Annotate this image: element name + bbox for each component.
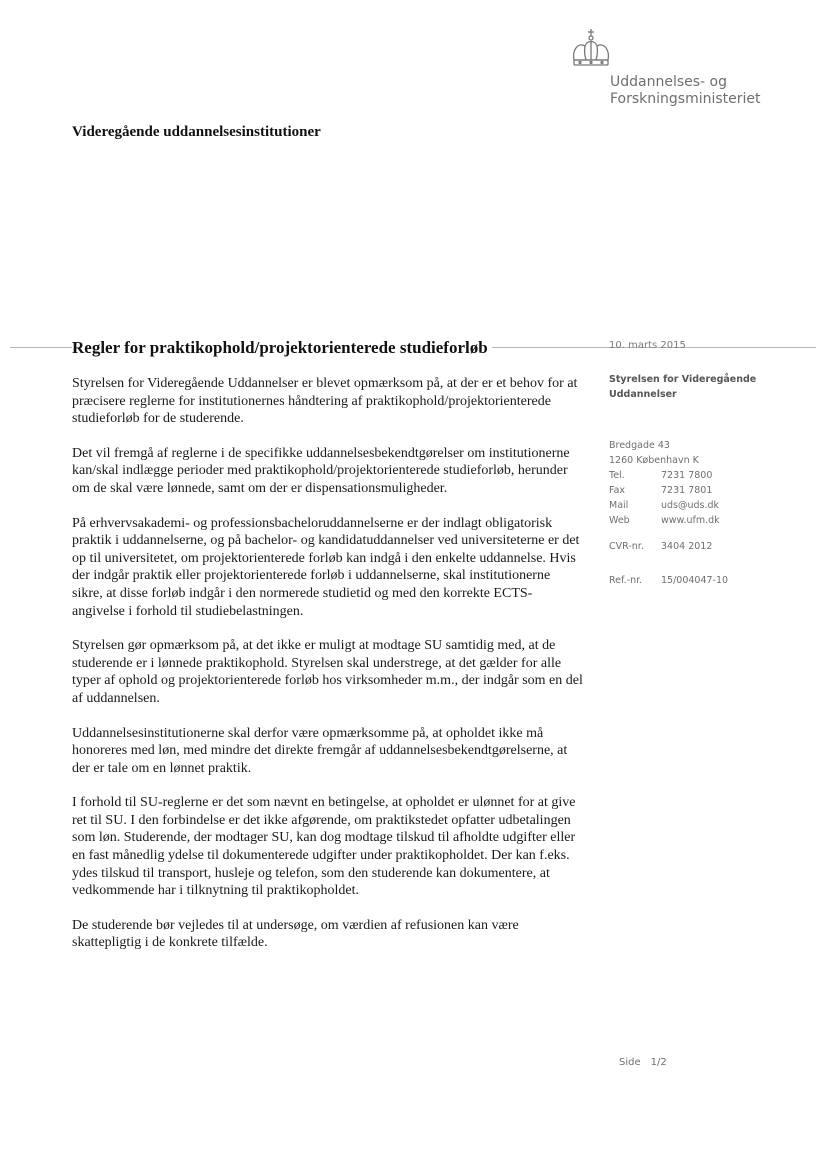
body-paragraph: På erhvervsakademi- og professionsbacheloruddannelserne er der indlagt obligatorisk praktik i uddannelserne, og på bachelor- og kandidatuddannelser ved universiteterne er det op til universitetet, om projektorienterede forløb kan indgå i den enkelte uddannelse. Hvis der indgår praktik eller projektorienterede forløb i uddannelserne, skal institutionerne sikre, at disse forløb indgår i den normerede studietid og med den korrekte ECTS-angivelse i forhold til studiebelastningen. xyxy=(72,515,580,619)
cvr-label: CVR-nr. xyxy=(609,541,644,552)
body-paragraph: Styrelsen gør opmærksom på, at det ikke er muligt at modtage SU samtidig med, at de studerende er i lønnede praktikophold. Styrelsen skal understrege, at det gælder for alle typer af ophold og projektorienterede forløb hos virksomheder m.m., der indgår som en del af uddannelsen. xyxy=(72,638,583,706)
contact-label: Fax xyxy=(609,485,626,496)
contact-value: www.ufm.dk xyxy=(661,515,720,526)
ministry-name-line2: Forskningsministeriet xyxy=(610,91,761,107)
sender-info xyxy=(609,372,809,588)
letter-title: Regler for praktikophold/projektorienterede studieforløb xyxy=(72,338,492,358)
contact-row xyxy=(609,468,809,483)
contact-label: Mail xyxy=(609,500,629,511)
contact-row xyxy=(609,483,809,498)
page-value: 1/2 xyxy=(650,1057,667,1068)
agency-name: Styrelsen for Videregående Uddannelser xyxy=(609,374,757,400)
crown-icon xyxy=(568,28,614,70)
body-paragraph: De studerende bør vejledes til at undersøge, om værdien af refusionen kan være skattepligtig i de konkrete tilfælde. xyxy=(72,917,519,951)
contact-label: Web xyxy=(609,515,630,526)
contact-row xyxy=(609,498,809,513)
cvr-value: 3404 2012 xyxy=(661,541,713,552)
ref-label: Ref.-nr. xyxy=(609,575,643,586)
page-label: Side xyxy=(619,1057,641,1068)
ref-row xyxy=(609,573,809,588)
letter-body xyxy=(72,375,584,969)
page-number xyxy=(619,1057,667,1068)
body-paragraph: Styrelsen for Videregående Uddannelser er blevet opmærksom på, at der er et behov for at præcisere reglerne for institutionernes håndtering af praktikophold/projektorienterede studieforløb for de studerende. xyxy=(72,376,578,427)
letter-date: 10. marts 2015 xyxy=(609,340,686,351)
address-street: Bredgade 43 xyxy=(609,440,670,451)
contact-row xyxy=(609,513,809,528)
ref-value: 15/004047-10 xyxy=(661,575,729,586)
contact-value: uds@uds.dk xyxy=(661,500,720,511)
address-city: 1260 København K xyxy=(609,455,699,466)
contact-value: 7231 7801 xyxy=(661,485,713,496)
cvr-row xyxy=(609,539,809,554)
body-paragraph: Det vil fremgå af reglerne i de specifikke uddannelsesbekendtgørelser om institutionerne kan/skal indlægge perioder med praktikophold/projektorienterede studieforløb, herunder om de skal være lønnede, samt om der er dispensationsmuligheder. xyxy=(72,445,570,496)
contact-value: 7231 7800 xyxy=(661,470,713,481)
ministry-name-line1: Uddannelses- og xyxy=(610,74,728,90)
body-paragraph: I forhold til SU-reglerne er det som nævnt en betingelse, at opholdet er ulønnet for at give ret til SU. I den forbindelse er det ikke afgørende, om praktikstedet opfatter udbetalingen som løn. Studerende, der modtager SU, kan dog modtage tilskud til afholdte udgifter eller en fast månedlig ydelse til dokumenterede udgifter under praktikopholdet. Der kan f.eks. ydes tilskud til transport, husleje og telefon, som den studerende kan dokumentere, at vedkommende har i tilknytning til praktikopholdet. xyxy=(72,795,576,899)
ministry-name xyxy=(610,74,761,108)
body-paragraph: Uddannelsesinstitutionerne skal derfor være opmærksomme på, at opholdet ikke må honoreres med løn, med mindre det direkte fremgår af uddannelsesbekendtgørelserne, at der er tale om en lønnet praktik. xyxy=(72,725,568,776)
contact-label: Tel. xyxy=(609,470,625,481)
recipient-heading: Videregående uddannelsesinstitutioner xyxy=(72,124,321,140)
